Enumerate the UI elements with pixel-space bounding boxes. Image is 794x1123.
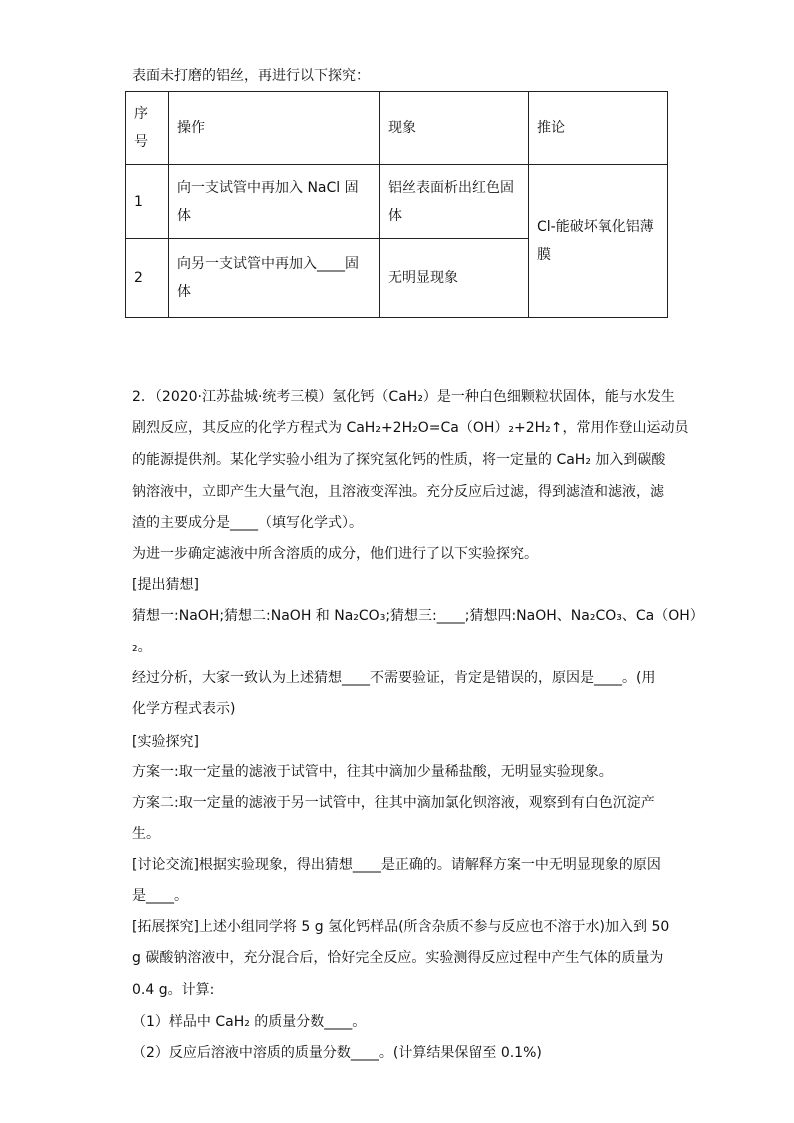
question-line-15: 生。 [132, 826, 160, 842]
table-row2-phenomenon: 无明显现象 [380, 239, 529, 318]
question-line-4: 钠溶液中，立即产生大量气泡，且溶液变浑浊。充分反应后过滤，得到滤渣和滤液，滤 [132, 484, 664, 500]
question-line-20: 0.4 g。计算: [132, 982, 215, 998]
question-line-17: 是____。 [132, 888, 188, 904]
question-line-1: 2．（2020·江苏盐城·统考三模）氢化钙（CaH₂）是一种白色细颗粒状固体，能与水发生 [132, 389, 675, 405]
intro-text: 表面未打磨的铝丝，再进行以下探究： [132, 68, 370, 84]
question-line-18: [拓展探究]上述小组同学将 5 g 氢化钙样品(所含杂质不参与反应也不溶于水)加入到 50 [132, 919, 670, 935]
question-line-8: 猜想一:NaOH;猜想二:NaOH 和 Na₂CO₃;猜想三:____;猜想四:NaOH、Na₂CO₃、Ca（OH） [132, 608, 704, 624]
question-line-21: （1）样品中 CaH₂ 的质量分数____。 [132, 1014, 367, 1030]
question-line-6: 为进一步确定滤液中所含溶质的成分，他们进行了以下实验探究。 [132, 546, 538, 562]
question-line-9: ₂。 [132, 639, 152, 655]
data-table [125, 91, 668, 318]
table-header-index: 序号 [126, 92, 169, 165]
question-line-10: 经过分析，大家一致认为上述猜想____不需要验证，肯定是错误的，原因是____。(用 [132, 670, 656, 686]
question-line-5: 渣的主要成分是____（填写化学式）。 [132, 515, 363, 531]
question-line-7: [提出猜想] [132, 577, 199, 593]
table-row2-index: 2 [126, 239, 169, 318]
table-header-inference: 推论 [529, 92, 668, 165]
question-line-11: 化学方程式表示) [132, 701, 236, 717]
table-row1-index: 1 [126, 165, 169, 239]
table-row1-phenomenon: 铝丝表面析出红色固体 [380, 165, 529, 239]
question-line-3: 的能源提供剂。某化学实验小组为了探究氢化钙的性质，将一定量的 CaH₂ 加入到碳酸 [132, 452, 666, 468]
question-line-19: g 碳酸钠溶液中，充分混合后，恰好完全反应。实验测得反应过程中产生气体的质量为 [132, 950, 664, 966]
question-line-13: 方案一:取一定量的滤液于试管中，往其中滴加少量稀盐酸，无明显实验现象。 [132, 764, 613, 780]
table-row1-inference: Cl-能破坏氧化铝薄膜 [529, 165, 668, 318]
question-line-22: （2）反应后溶液中溶质的质量分数____。(计算结果保留至 0.1%) [132, 1045, 542, 1061]
table-header-phenomenon: 现象 [380, 92, 529, 165]
table-row1-operation: 向一支试管中再加入 NaCl 固体 [169, 165, 380, 239]
table-row2-operation: 向另一支试管中再加入____固体 [169, 239, 380, 318]
question-line-12: [实验探究] [132, 734, 199, 750]
question-line-16: [讨论交流]根据实验现象，得出猜想____是正确的。请解释方案一中无明显现象的原因 [132, 857, 661, 873]
table-header-operation: 操作 [169, 92, 380, 165]
question-line-2: 剧烈反应，其反应的化学方程式为 CaH₂+2H₂O=Ca（OH）₂+2H₂↑，常用作登山运动员 [132, 420, 689, 436]
question-line-14: 方案二:取一定量的滤液于另一试管中，往其中滴加氯化钡溶液，观察到有白色沉淀产 [132, 795, 655, 811]
